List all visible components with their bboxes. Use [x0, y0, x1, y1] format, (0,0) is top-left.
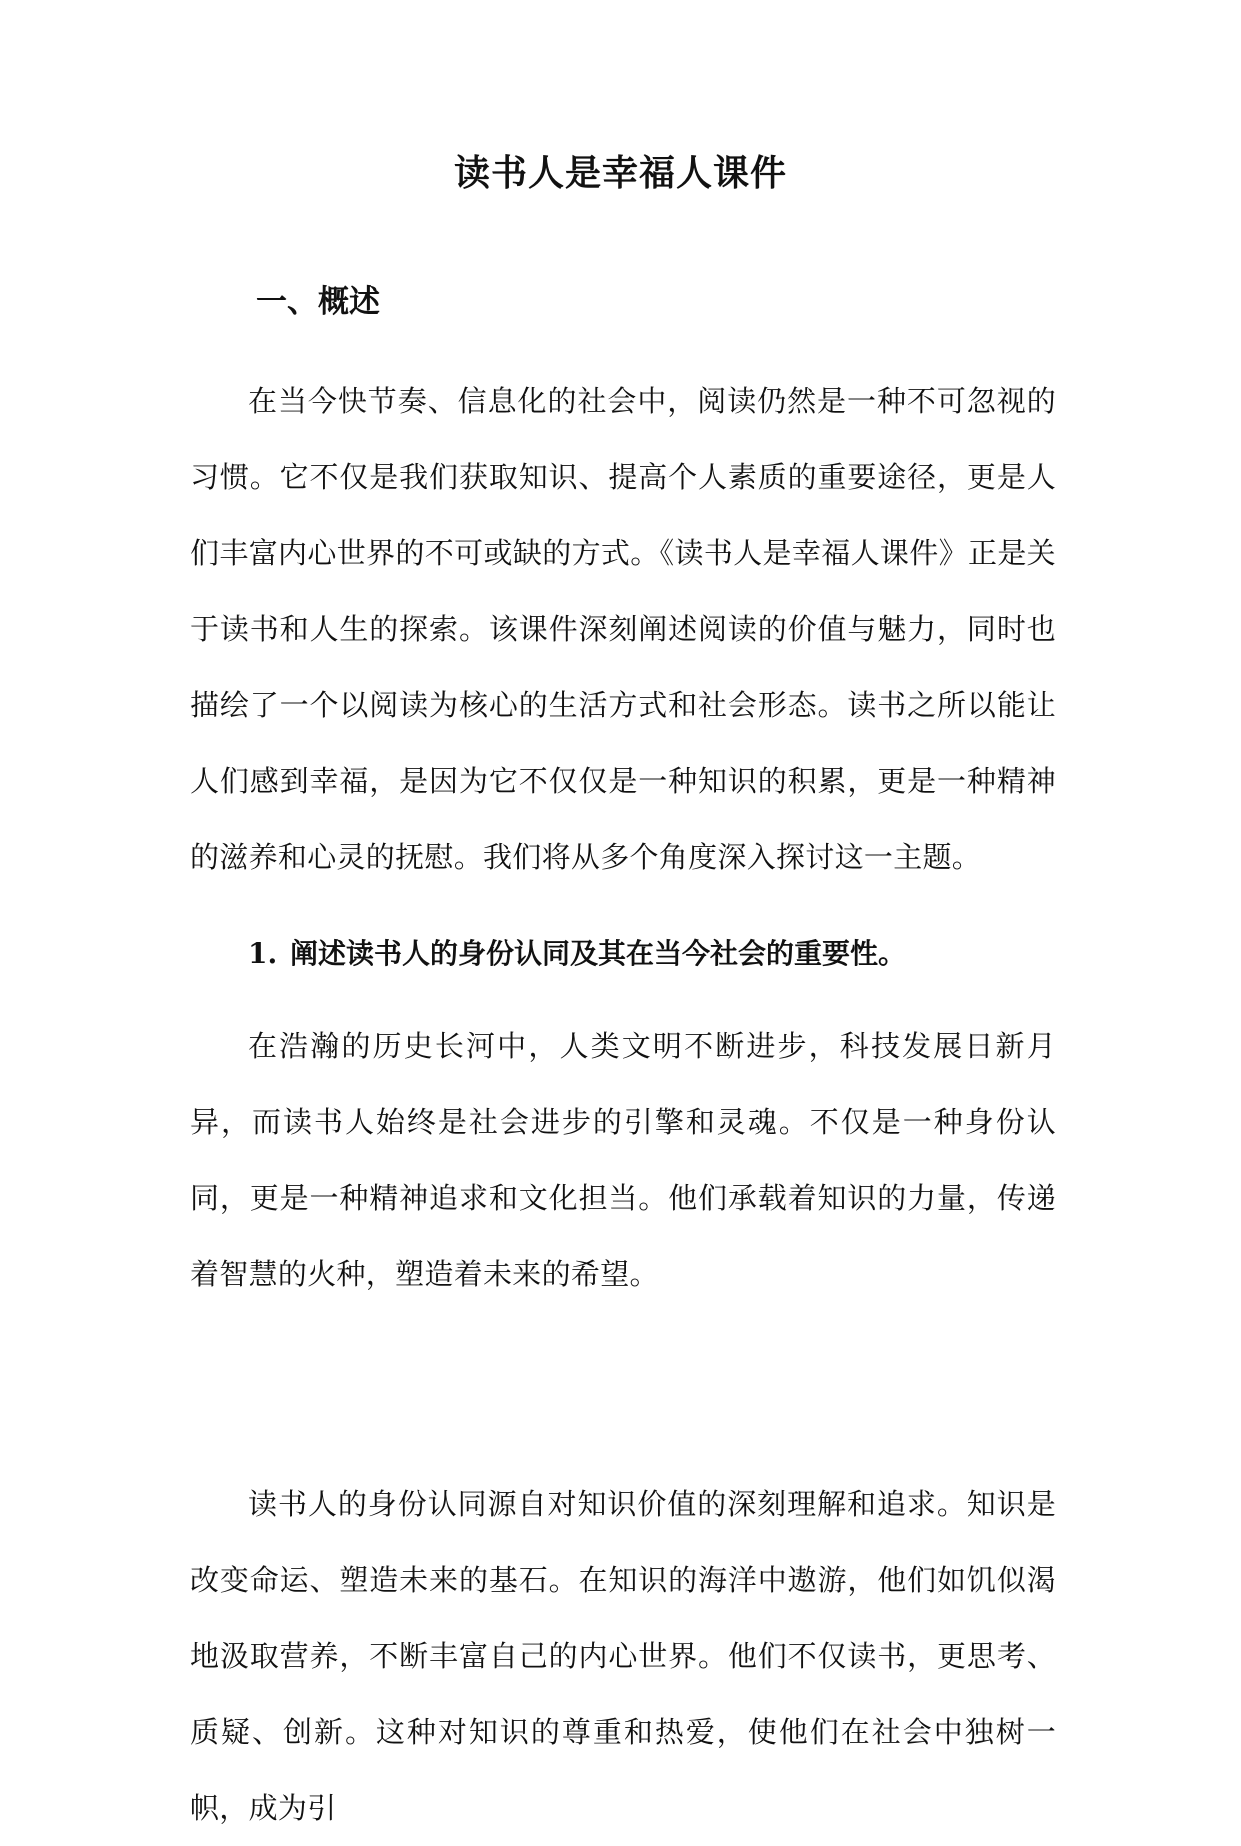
subsection-heading	[248, 934, 906, 974]
subsection-number: 1.	[248, 937, 278, 970]
subsection-heading-text: 阐述读书人的身份认同及其在当今社会的重要性。	[290, 937, 907, 970]
overview-paragraph: 在当今快节奏、信息化的社会中，阅读仍然是一种不可忽视的习惯。它不仅是我们获取知识、提高个人素质的重要途径，更是人们丰富内心世界的不可或缺的方式。《读书人是幸福人课件》正是关于读书和人生的探索。该课件深刻阐述阅读的价值与魅力，同时也描绘了一个以阅读为核心的生活方式和社会形态。读书之所以能让人们感到幸福，是因为它不仅仅是一种知识的积累，更是一种精神的滋养和心灵的抚慰。我们将从多个角度深入探讨这一主题。	[190, 384, 1056, 874]
body-paragraph: 读书人的身份认同源自对知识价值的深刻理解和追求。知识是改变命运、塑造未来的基石。在知识的海洋中遨游，他们如饥似渴地汲取营养，不断丰富自己的内心世界。他们不仅读书，更思考、质疑、创新。这种对知识的尊重和热爱，使他们在社会中独树一帜，成为引	[190, 1487, 1056, 1825]
document-title: 读书人是幸福人课件	[453, 152, 787, 194]
section-heading-overview: 一、概述	[256, 284, 380, 320]
body-paragraph: 在浩瀚的历史长河中，人类文明不断进步，科技发展日新月异，而读书人始终是社会进步的引擎和灵魂。不仅是一种身份认同，更是一种精神追求和文化担当。他们承载着知识的力量，传递着智慧的火种，塑造着未来的希望。	[190, 1029, 1056, 1291]
